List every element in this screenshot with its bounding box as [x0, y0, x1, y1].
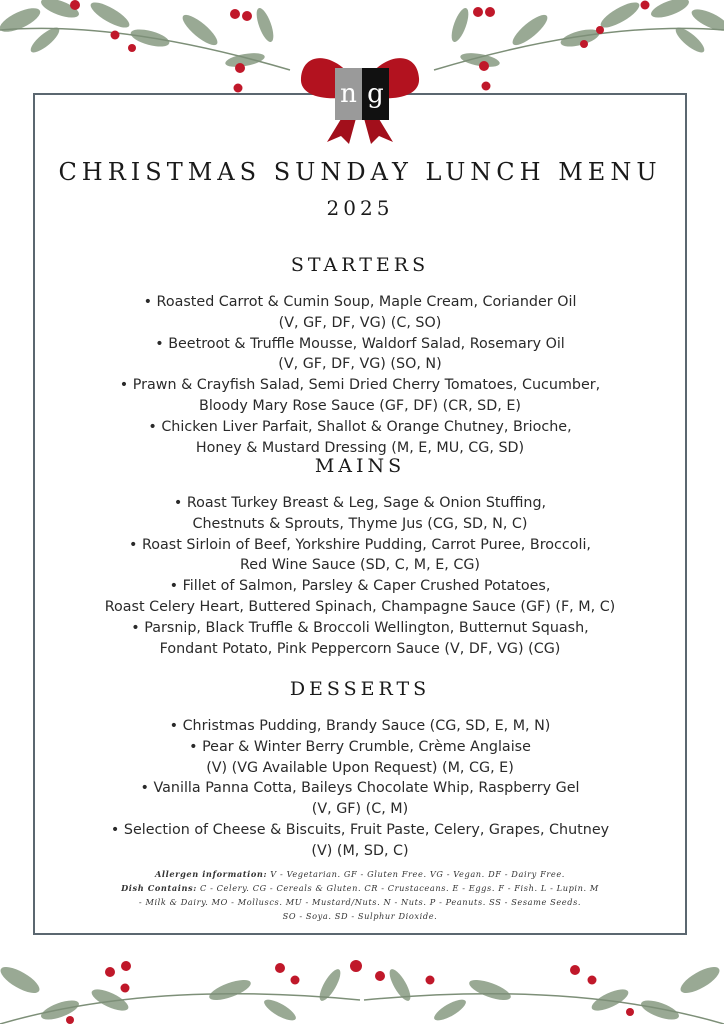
starter-line: (V, GF, DF, VG) (C, SO)	[278, 314, 442, 331]
dessert-line: • Vanilla Panna Cotta, Baileys Chocolate Whip, Raspberry Gel	[140, 780, 580, 797]
desserts-list	[40, 716, 680, 862]
allergen-label: Allergen information:	[154, 869, 268, 879]
dessert-line: (V) (M, SD, C)	[311, 842, 409, 859]
main-line: • Roast Turkey Breast & Leg, Sage & Onion Stuffing,	[173, 495, 547, 511]
dessert-line: (V, GF) (C, M)	[311, 801, 409, 818]
desserts-heading: DESSERTS	[289, 678, 431, 700]
dish-contains-text-3: SO - Soya. SD - Sulphur Dioxide.	[282, 911, 438, 921]
dish-contains-text-1: C - Celery. CG - Cereals & Gluten. CR - Crustaceans. E - Eggs. F - Fish. L - Lupin. M	[196, 883, 599, 893]
dish-contains-label: Dish Contains:	[121, 883, 197, 893]
main-line: Chestnuts & Sprouts, Thyme Jus (CG, SD, N, C)	[192, 515, 528, 532]
dessert-line: • Pear & Winter Berry Crumble, Crème Anglaise	[189, 738, 531, 755]
bottom-foliage-decoration	[0, 940, 724, 1024]
dessert-line: (V) (VG Available Upon Request) (M, CG, E)	[206, 759, 514, 776]
logo-letter-n: n	[335, 68, 362, 120]
mains-list	[40, 493, 680, 659]
starter-line: Honey & Mustard Dressing (M, E, MU, CG, SD)	[195, 439, 525, 456]
main-line: • Fillet of Salmon, Parsley & Caper Crushed Potatoes,	[169, 578, 551, 595]
main-line: Fondant Potato, Pink Peppercorn Sauce (V, DF, VG) (CG)	[159, 640, 561, 657]
starter-line: • Roasted Carrot & Cumin Soup, Maple Cream, Coriander Oil	[143, 294, 577, 310]
main-line: • Parsnip, Black Truffle & Broccoli Wellington, Butternut Squash,	[131, 619, 589, 636]
starter-line: (V, GF, DF, VG) (SO, N)	[278, 356, 442, 373]
starter-line: • Prawn & Crayfish Salad, Semi Dried Cherry Tomatoes, Cucumber,	[119, 377, 601, 394]
main-line: • Roast Sirloin of Beef, Yorkshire Pudding, Carrot Puree, Broccoli,	[129, 536, 591, 553]
dish-contains-text-2: - Milk & Dairy. MO - Molluscs. MU - Mustard/Nuts. N - Nuts. P - Peanuts. SS - Sesame Seeds.	[138, 897, 582, 907]
starter-line: • Chicken Liver Parfait, Shallot & Orange Chutney, Brioche,	[148, 418, 572, 435]
ng-logo	[335, 68, 389, 120]
mains-heading: MAINS	[314, 455, 406, 477]
allergen-text: V - Vegetarian. GF - Gluten Free. VG - Vegan. DF - Dairy Free.	[267, 869, 565, 879]
menu-title: CHRISTMAS SUNDAY LUNCH MENU	[58, 158, 662, 186]
main-line: Red Wine Sauce (SD, C, M, E, CG)	[239, 557, 480, 574]
allergen-line-1	[60, 867, 660, 881]
allergen-information	[60, 867, 660, 923]
starter-line: Bloody Mary Rose Sauce (GF, DF) (CR, SD, E)	[199, 397, 521, 414]
logo-letter-g: g	[362, 68, 389, 120]
starters-list	[40, 292, 680, 458]
dessert-line: • Selection of Cheese & Biscuits, Fruit Paste, Celery, Grapes, Chutney	[110, 821, 610, 838]
starters-heading: STARTERS	[290, 254, 430, 276]
menu-year: 2025	[326, 196, 394, 220]
dessert-line: • Christmas Pudding, Brandy Sauce (CG, SD, E, M, N)	[169, 718, 551, 734]
allergen-line-2	[60, 881, 660, 895]
main-line: Roast Celery Heart, Buttered Spinach, Champagne Sauce (GF) (F, M, C)	[104, 598, 616, 615]
starter-line: • Beetroot & Truffle Mousse, Waldorf Salad, Rosemary Oil	[155, 335, 565, 352]
